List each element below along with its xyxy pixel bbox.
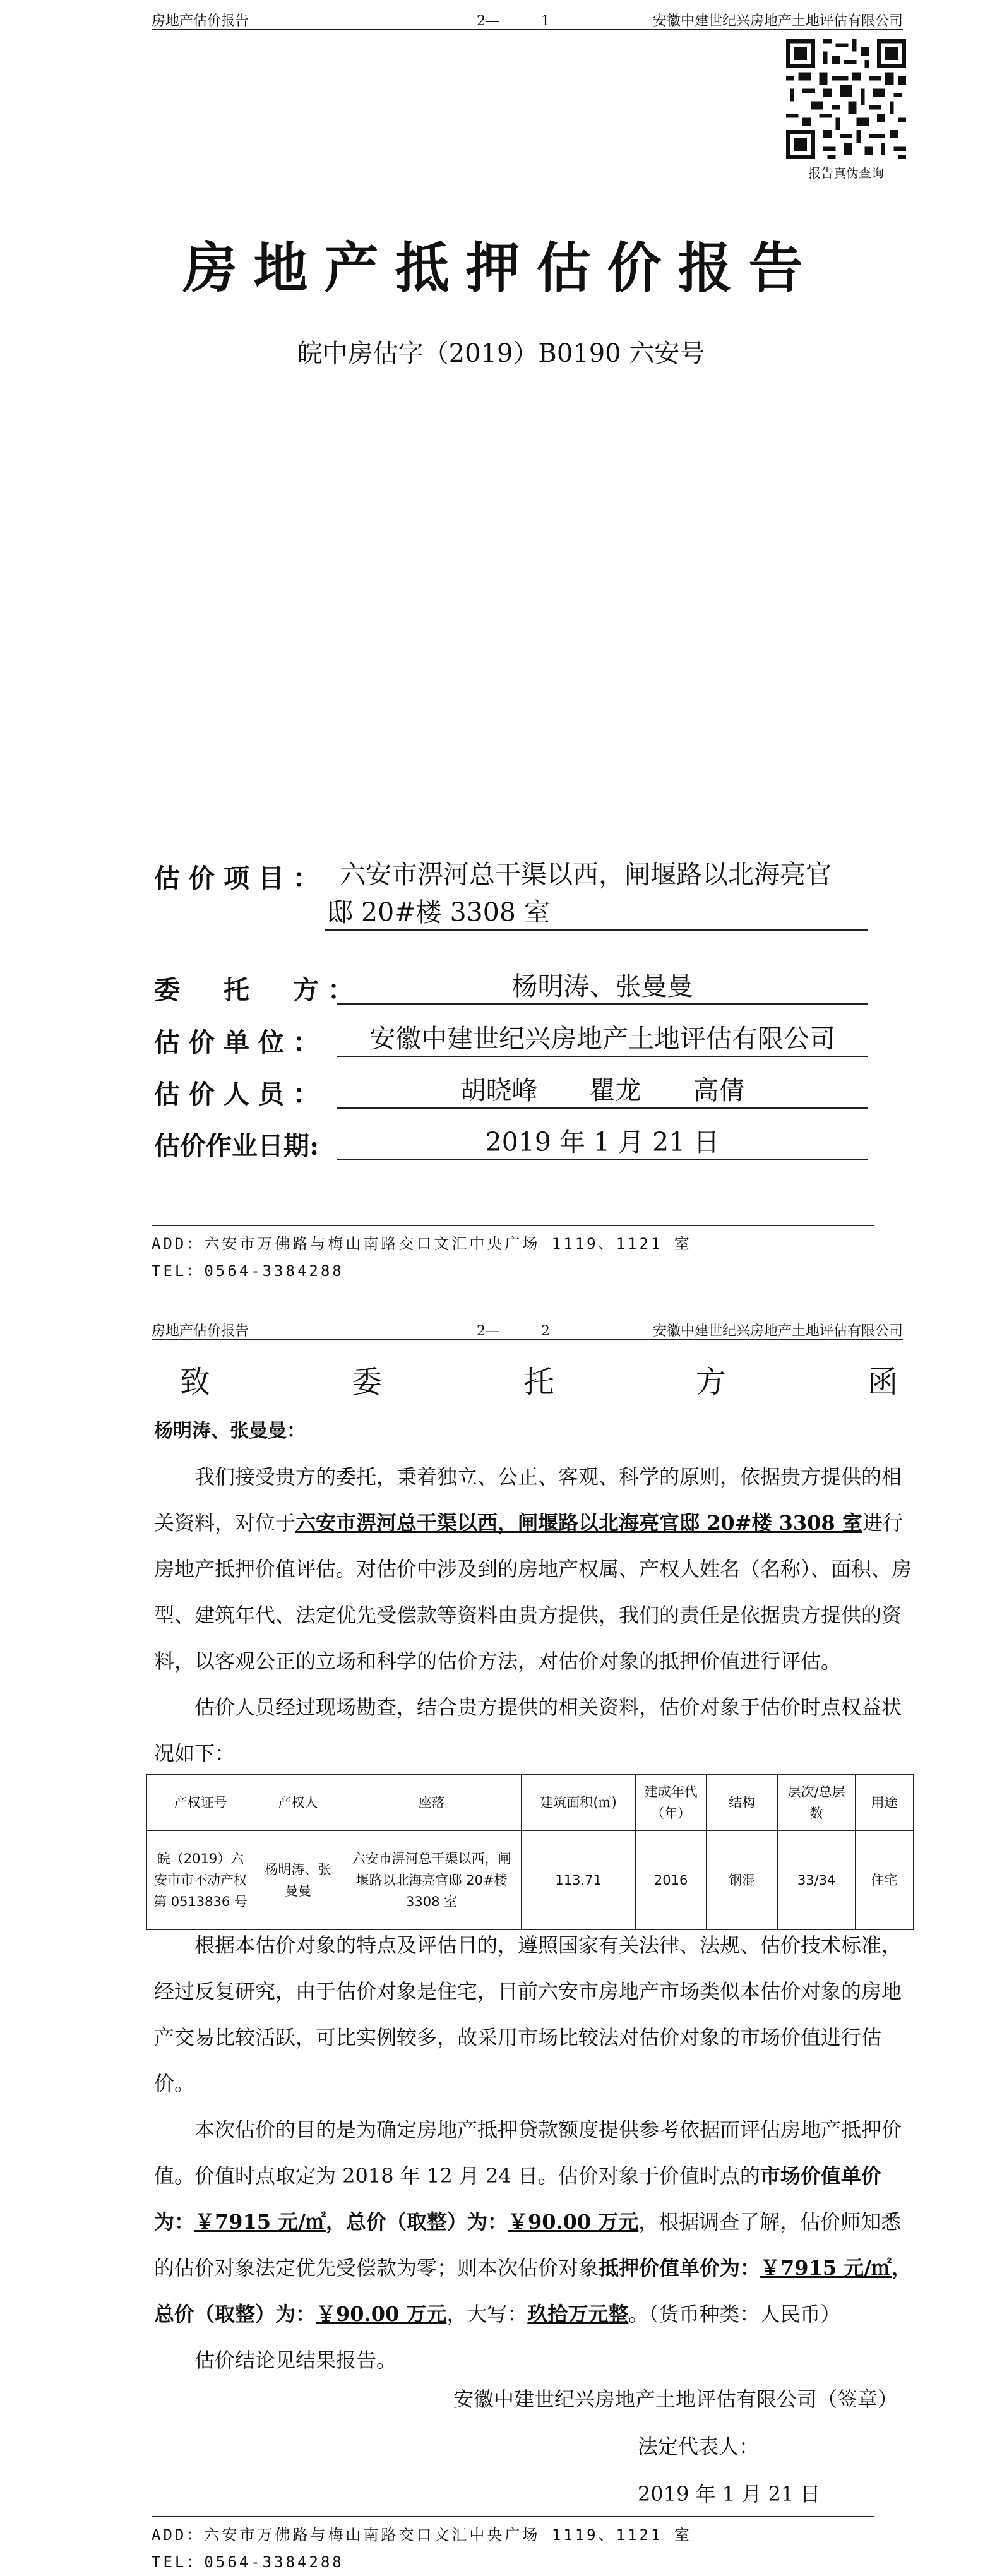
table-cell: 住宅: [856, 1831, 914, 1930]
mortgage-unit-price: ￥7915 元/㎡: [760, 2256, 892, 2280]
heading-char: 托: [523, 1364, 554, 1400]
header-page-number: 2— 1: [477, 13, 550, 29]
info-label: 估价人员：: [154, 1079, 328, 1109]
header-left: 房地产估价报告: [152, 1323, 249, 1339]
table-cell: 杨明涛、张曼曼: [254, 1831, 342, 1930]
table-header: 产权人: [254, 1775, 342, 1831]
info-value: 安徽中建世纪兴房地产土地评估有限公司: [337, 1022, 868, 1057]
table-header: 结构: [707, 1775, 778, 1831]
table-header: 座落: [342, 1775, 522, 1831]
table-cell: 皖（2019）六安市市不动产权第 0513836 号: [147, 1831, 254, 1930]
table-cell: 钢混: [707, 1831, 778, 1930]
table-cell: 33/34: [778, 1831, 856, 1930]
letter-body: [154, 1923, 912, 2383]
page-footer: [152, 1225, 884, 1280]
table-row: [147, 1831, 914, 1930]
signature-date: 2019 年 1 月 21 日: [638, 2482, 821, 2506]
info-label: 委 托 方：: [154, 975, 362, 1005]
para-text: ，根据调查了解，估价师知悉的估价对象法定优先受偿款为零；则本次估价对象: [154, 2210, 902, 2280]
heading-char: 委: [352, 1364, 383, 1400]
table-header: 用途: [856, 1775, 914, 1831]
heading-char: 函: [867, 1364, 898, 1400]
info-value: 杨明涛、张曼曼: [337, 969, 868, 1005]
table-cell: 2016: [635, 1831, 707, 1930]
page-header: [152, 8, 903, 30]
para-text: 本次估价的目的是为确定房地产抵押贷款额度提供参考依据而评估房地产抵押价值。价值时点取定为 2018 年 12 月 24 日。估价对象于价值时点的: [154, 2118, 902, 2188]
page-footer: [152, 2516, 884, 2572]
report-number: 皖中房估字（2019）B0190 六安号: [297, 339, 705, 368]
paragraph-1: [154, 1454, 912, 1685]
property-table: [146, 1774, 914, 1930]
footer-address: ADD：六安市万佛路与梅山南路交口文汇中央广场 1119、1121 室: [152, 2526, 692, 2544]
qr-label: 报告真伪查询: [808, 165, 884, 181]
footer-phone: TEL：0564-3384288: [152, 1262, 344, 1280]
heading-char: 方: [695, 1364, 726, 1400]
mortgage-total-price: ￥90.00 万元: [316, 2302, 447, 2326]
info-value: 2019 年 1 月 21 日: [337, 1125, 868, 1160]
header-page-number: 2— 2: [477, 1323, 550, 1339]
info-value-line2: 邸 20#楼 3308 室: [325, 895, 868, 931]
qr-code-icon[interactable]: [786, 39, 906, 159]
signature-representative: 法定代表人：: [638, 2435, 760, 2459]
header-right: 安徽中建世纪兴房地产土地评估有限公司: [652, 13, 903, 29]
para-text: ，大写：: [446, 2302, 528, 2326]
footer-address: ADD：六安市万佛路与梅山南路交口文汇中央广场 1119、1121 室: [152, 1235, 692, 1253]
table-header: 建成年代（年）: [635, 1775, 707, 1831]
footer-rule: [152, 2516, 874, 2517]
info-value: 胡晓峰 瞿龙 高倩: [337, 1073, 868, 1109]
table-header-row: [147, 1775, 914, 1831]
paragraph-5: 估价结论见结果报告。: [194, 2348, 397, 2372]
info-project: [154, 857, 874, 952]
table-cell: 六安市淠河总干渠以西，闸堰路以北海亮官邸 20#楼 3308 室: [342, 1831, 522, 1930]
info-label: 估价单位：: [154, 1027, 328, 1058]
letter-intro: [154, 1408, 912, 1777]
info-value-line1: 六安市淠河总干渠以西，闸堰路以北海亮官: [340, 859, 832, 890]
heading-char: 致: [180, 1364, 211, 1400]
paragraph-4: [154, 2107, 912, 2337]
paragraph-3: 根据本估价对象的特点及评估目的，遵照国家有关法律、法规、估价技术标准，经过反复研究，由于估价对象是住宅，目前六安市房地产市场类似本估价对象的房地产交易比较活跃，可比实例较多，故采用市场比较法对估价对象的市场价值进行估价。: [154, 1933, 902, 2096]
page-header: [152, 1318, 903, 1340]
market-unit-price: ￥7915 元/㎡: [194, 2210, 326, 2234]
info-label: 估价作业日期:: [154, 1131, 319, 1161]
header-left: 房地产估价报告: [152, 13, 249, 29]
report-title: 房地产抵押估价报告: [182, 236, 820, 300]
info-label: 估价项目：: [154, 863, 328, 893]
footer-rule: [152, 1225, 874, 1226]
market-total-price: ￥90.00 万元: [507, 2210, 639, 2234]
para-text: 。（货币种类：人民币）: [628, 2302, 841, 2326]
table-header: 建筑面积(㎡): [522, 1775, 635, 1831]
table-header: 产权证号: [147, 1775, 254, 1831]
table-header: 层次/总层数: [778, 1775, 856, 1831]
market-unit-label: 市场价值单价为：: [154, 2164, 881, 2234]
signature-company: 安徽中建世纪兴房地产土地评估有限公司（签章）: [453, 2387, 898, 2411]
footer-phone: TEL：0564-3384288: [152, 2553, 344, 2571]
salutation: 杨明涛、张曼曼：: [154, 1420, 306, 1442]
para-text: 我们接受贵方的委托，秉着独立、公正、客观、科学的原则，依据贵方提供的相关资料，对位于: [154, 1465, 902, 1535]
property-address: 六安市淠河总干渠以西，闸堰路以北海亮官邸 20#楼 3308 室: [295, 1511, 862, 1535]
mortgage-unit-label: 抵押价值单价为：: [599, 2256, 761, 2280]
paragraph-2: 估价人员经过现场勘查，结合贵方提供的相关资料，估价对象于估价时点权益状况如下：: [154, 1695, 902, 1765]
para-text: 进行房地产抵押价值评估。对估价中涉及到的房地产权属、产权人姓名（名称）、面积、房型、建筑年代、法定优先受偿款等资料由贵方提供，我们的责任是依据贵方提供的资料，以客观公正的立场和科学的估价方法，对估价对象的抵押价值进行评估。: [154, 1511, 912, 1673]
letter-heading: [0, 1357, 1002, 1401]
header-right: 安徽中建世纪兴房地产土地评估有限公司: [652, 1323, 903, 1339]
amount-in-words: 玖拾万元整: [527, 2302, 629, 2326]
table-cell: 113.71: [522, 1831, 635, 1930]
total-label: ，总价（取整）为：: [154, 2256, 912, 2326]
total-label: ，总价（取整）为：: [325, 2210, 508, 2234]
